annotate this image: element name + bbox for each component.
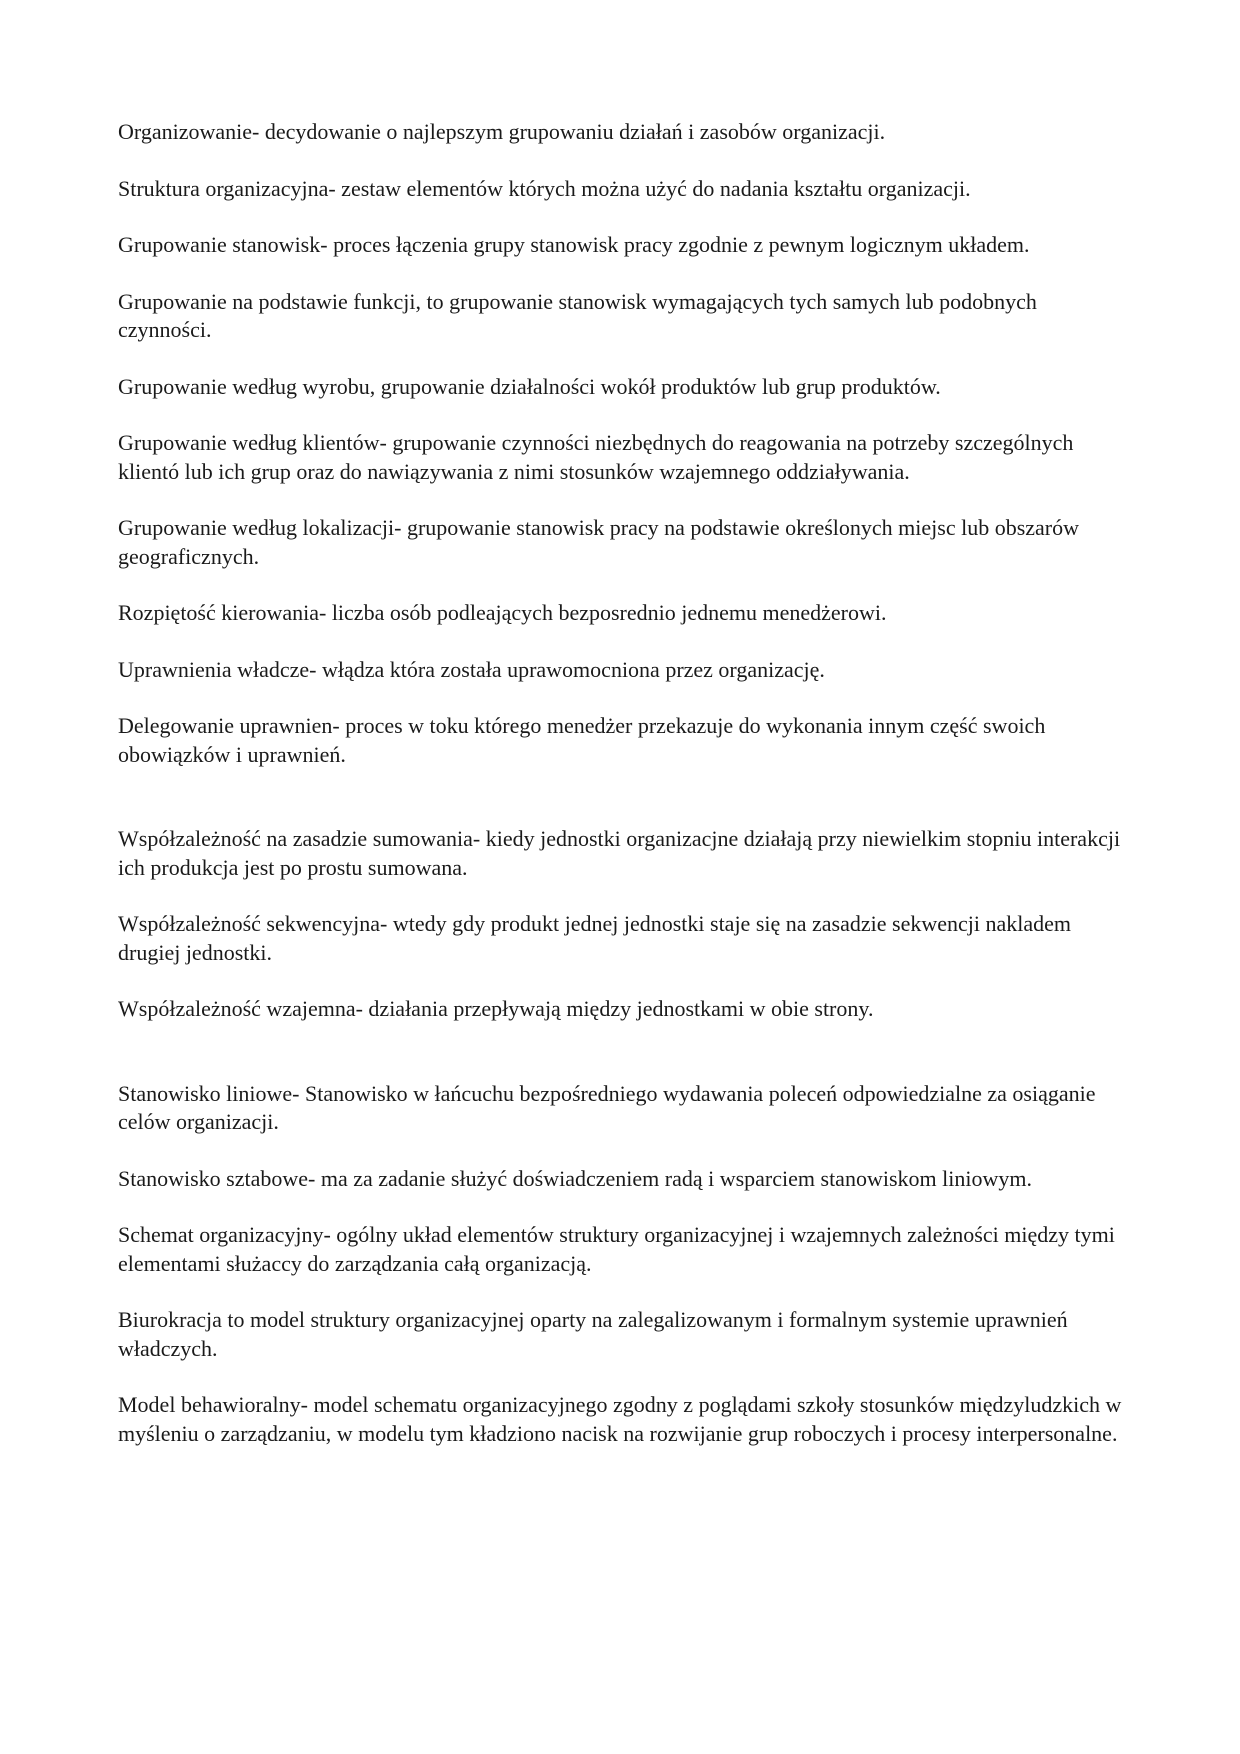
paragraph-rozpietosc-kierowania: Rozpiętość kierowania- liczba osób podleających bezposrednio jednemu menedżerowi. [118, 600, 887, 625]
paragraph-grupowanie-stanowisk: Grupowanie stanowisk- proces łączenia grupy stanowisk pracy zgodnie z pewnym logicznym układem. [118, 232, 1030, 257]
paragraph-grupowanie-wyrobu: Grupowanie według wyrobu, grupowanie działalności wokół produktów lub grup produktów. [118, 373, 941, 399]
paragraph-stanowisko-sztabowe: Stanowisko sztabowe- ma za zadanie służyć doświadczeniem radą i wsparciem stanowiskom liniowym. [118, 1165, 1032, 1191]
paragraph-wspolzaleznosc-wzajemna: Współzależność wzajemna- działania przepływają między jednostkami w obie strony. [118, 996, 874, 1021]
paragraph-delegowanie-uprawnien: Delegowanie uprawnien- proces w toku którego menedżer przekazuje do wykonania innym część swoich obowiązków i uprawnień. [118, 713, 1046, 767]
paragraph-spacer [118, 797, 1128, 825]
paragraph-biurokracja: Biurokracja to model struktury organizacyjnej oparty na zalegalizowanym i formalnym systemie uprawnień władczych. [118, 1307, 1068, 1361]
paragraph-uprawnienia-wladcze: Uprawnienia władcze- włądza która została uprawomocniona przez organizację. [118, 656, 825, 682]
paragraph-struktura-organizacyjna: Struktura organizacyjna- zestaw elementów których można użyć do nadania kształtu organizacji. [118, 175, 971, 201]
paragraph-grupowanie-lokalizacji: Grupowanie według lokalizacji- grupowanie stanowisk pracy na podstawie określonych miejsc lub obszarów geograficznych. [118, 515, 1080, 569]
document-body [118, 118, 1128, 1476]
paragraph-wspolzaleznosc-sekwencyjna: Współzależność sekwencyjna- wtedy gdy produkt jednej jednostki staje się na zasadzie sekwencji nakladem drugiej jednostki. [118, 911, 1072, 965]
paragraph-organizowanie: Organizowanie- decydowanie o najlepszym grupowaniu działań i zasobów organizacji. [118, 119, 886, 144]
paragraph-model-behawioralny: Model behawioralny- model schematu organizacyjnego zgodny z poglądami szkoły stosunków międzyludzkich w myśleniu o zarządzaniu, w modelu tym kładziono nacisk na rozwijanie grup roboczych i procesy interpersonalne. [118, 1392, 1122, 1446]
paragraph-schemat-organizacyjny: Schemat organizacyjny- ogólny układ elementów struktury organizacyjnej i wzajemnych zależności między tymi elementami służaccy do zarządzania całą organizacją. [118, 1222, 1115, 1276]
paragraph-grupowanie-funkcji: Grupowanie na podstawie funkcji, to grupowanie stanowisk wymagających tych samych lub podobnych czynności. [118, 288, 1037, 342]
paragraph-grupowanie-klientow: Grupowanie według klientów- grupowanie czynności niezbędnych do reagowania na potrzeby szczególnych klientó lub ich grup oraz do nawiązywania z nimi stosunków wzajemnego oddziaływania. [118, 430, 1074, 484]
paragraph-stanowisko-liniowe: Stanowisko liniowe- Stanowisko w łańcuchu bezpośredniego wydawania poleceń odpowiedzialne za osiąganie celów organizacji. [118, 1080, 1096, 1134]
paragraph-wspolzaleznosc-sumowania: Współzależność na zasadzie sumowania- kiedy jednostki organizacjne działają przy niewielkim stopniu interakcji ich produkcja jest po prostu sumowana. [118, 826, 1121, 880]
paragraph-spacer [118, 1052, 1128, 1080]
